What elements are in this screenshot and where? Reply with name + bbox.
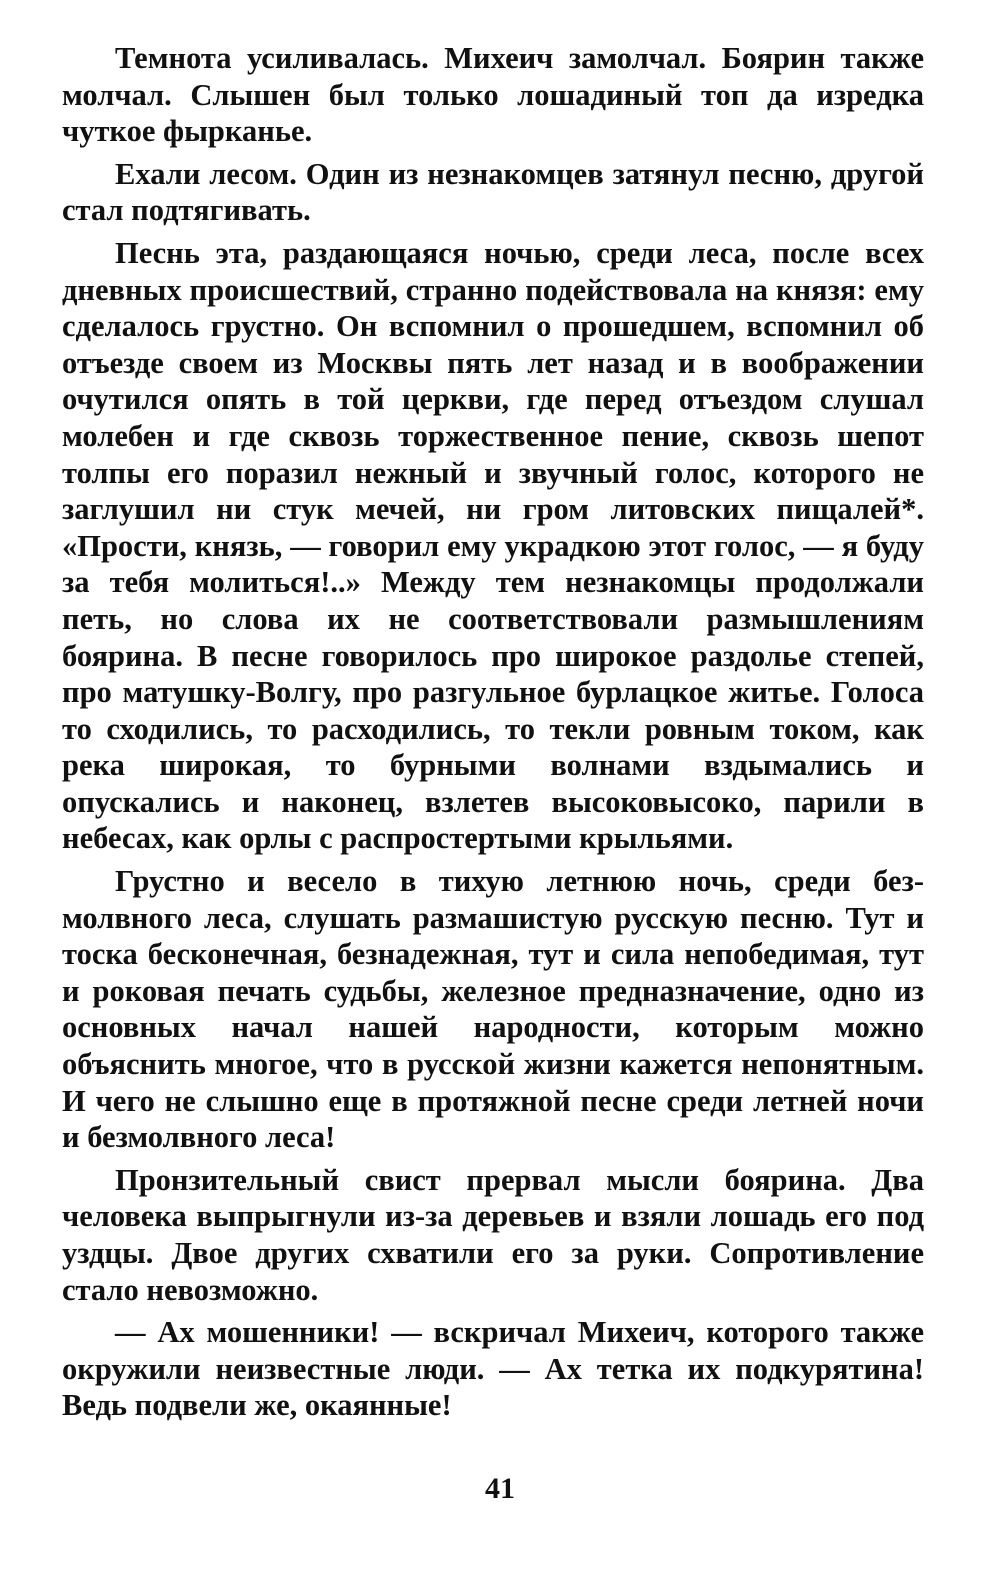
- paragraph-4: Грустно и весело в тихую летнюю ночь, среди безмолвного леса, слушать размашистую русскую песню. Тут и тоска бесконечная, безнадежная, тут и сила непобедимая, тут и роковая печать судьбы, железное предназначение, одно из основных начал нашей народности, которым можно объяснить многое, что в русской жизни кажется непонятным. И чего не слышно еще в протяжной песне среди летней ночи и безмолвного леса!: [62, 864, 924, 1155]
- paragraph-2: Ехали лесом. Один из незнакомцев затянул песню, другой стал подтягивать.: [62, 156, 924, 228]
- page-number: 41: [485, 1472, 515, 1505]
- paragraph-3: Песнь эта, раздающаяся ночью, среди леса, после всех дневных происшествий, странно подействовала на князя: ему сделалось грустно. Он вспомнил о прошедшем, вспомнил об отъезде своем из Москвы пять лет назад и в воображении очутился опять в той церкви, где перед отъездом слушал молебен и где сквозь торжественное пение, сквозь шепот толпы его поразил нежный и звучный голос, которого не заглушил ни стук мечей, ни гром литовских пищалей*. «Прости, князь, — говорил ему украдкою этот голос, — я буду за тебя молиться!..» Между тем незнакомцы продолжали петь, но слова их не соответствовали размышлениям боярина. В песне говорилось про широкое раздолье степей, про матушку-Волгу, про разгульное бурлацкое житье. Голоса то сходились, то расходились, то текли ровным током, как река широкая, то бурными волнами вздымались и опускались и наконец, взлетев высоковысоко, парили в небесах, как орлы с распростертыми крыльями.: [62, 235, 924, 856]
- paragraph-5: Пронзительный свист прервал мысли боярина. Два человека выпрыгнули из-за деревьев и взяли лошадь его под уздцы. Двое других схватили его за руки. Сопротивление стало невозможно.: [62, 1162, 924, 1307]
- book-page-text: [62, 40, 924, 1430]
- paragraph-1: Темнота усиливалась. Михеич замолчал. Боярин также молчал. Слышен был только лошадиный топ да изредка чуткое фырканье.: [62, 41, 924, 149]
- paragraph-6: — Ах мошенники! — вскричал Михеич, которого также окружили неизвестные люди. — Ах тетка их подкурятина! Ведь подвели же, окаянные!: [62, 1315, 924, 1423]
